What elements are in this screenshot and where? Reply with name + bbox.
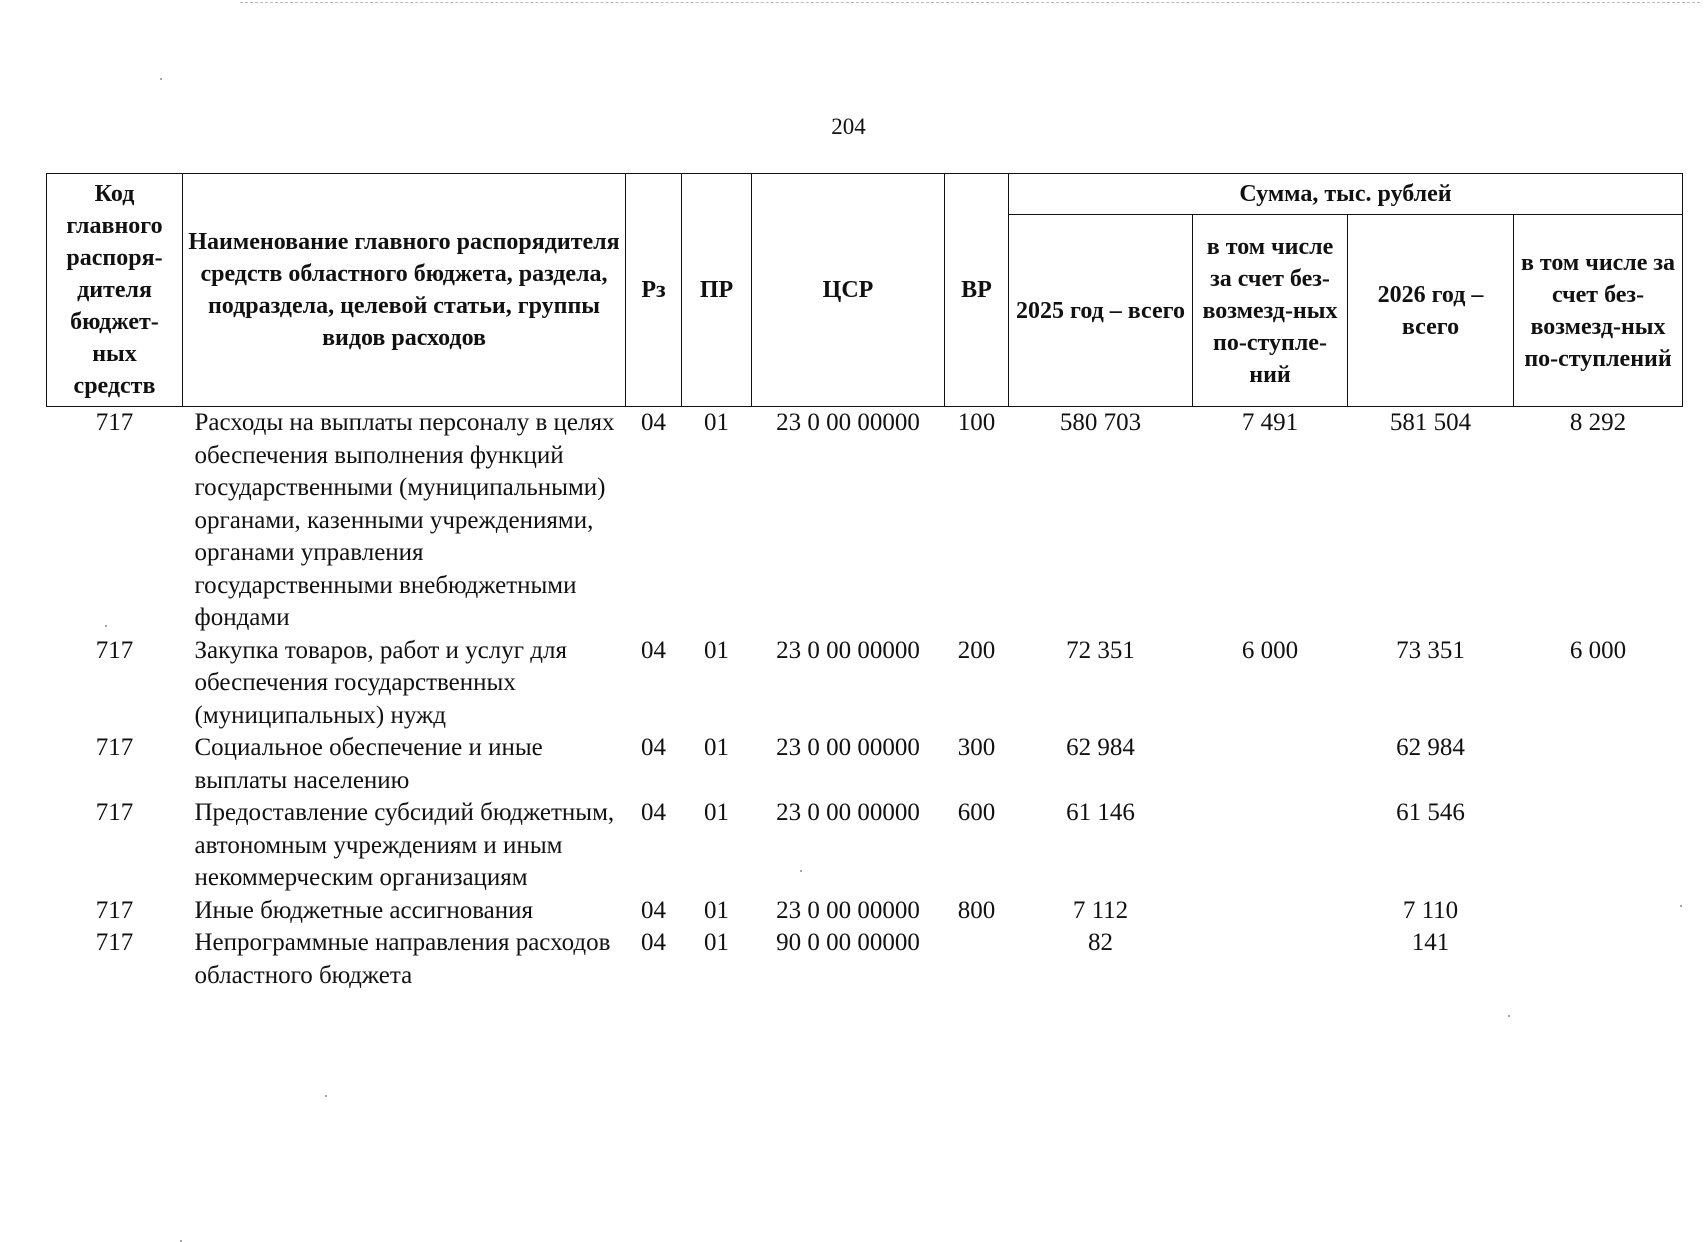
page-number: 204 — [831, 114, 866, 139]
cell-vr — [945, 927, 1009, 992]
header-csr: ЦСР — [752, 174, 945, 407]
scan-edge-line — [240, 2, 1700, 3]
cell-code: 717 — [95, 799, 134, 826]
cell-2025-gratuitous: 6 000 — [1241, 636, 1299, 664]
table-row — [47, 635, 1683, 733]
table-row — [47, 407, 1683, 635]
cell-2026-total: 73 351 — [1396, 636, 1465, 664]
table-body — [47, 407, 1683, 993]
cell-csr: 23 0 00 00000 — [776, 896, 920, 924]
cell-pr: 01 — [704, 409, 729, 436]
cell-pr: 01 — [704, 734, 729, 761]
cell-csr: 23 0 00 00000 — [776, 409, 920, 436]
cell-name: Расходы на выплаты персоналу в целях обеспечения выполнения функций государственными (муниципальными) органами, казенными учреждениями, органами управления государственными внебюджетными фондами — [194, 409, 615, 631]
cell-2026-gratuitous — [1514, 732, 1683, 797]
header-code: Код главного распоря-дителя бюджет-ных средств — [47, 174, 183, 407]
header-vr: ВР — [945, 174, 1009, 407]
header-name: Наименование главного распорядителя средств областного бюджета, раздела, подраздела, целевой статьи, группы видов расходов — [183, 174, 626, 407]
cell-rz: 04 — [641, 799, 666, 826]
cell-2026-total: 141 — [1411, 929, 1450, 956]
cell-csr: 23 0 00 00000 — [776, 734, 920, 761]
cell-vr: 200 — [957, 636, 996, 664]
cell-2025-total: 62 984 — [1066, 734, 1135, 761]
cell-rz: 04 — [641, 929, 666, 956]
cell-2026-total: 62 984 — [1396, 734, 1465, 761]
cell-2026-gratuitous: 8 292 — [1569, 409, 1627, 436]
cell-2026-gratuitous — [1514, 895, 1683, 928]
cell-code: 717 — [95, 409, 134, 436]
table-row — [47, 895, 1683, 928]
header-2026-total: 2026 год – всего — [1348, 215, 1514, 407]
cell-code: 717 — [95, 734, 134, 761]
cell-2026-total: 61 546 — [1396, 799, 1465, 826]
cell-csr: 23 0 00 00000 — [776, 636, 920, 664]
cell-2025-total: 82 — [1088, 929, 1113, 956]
cell-code: 717 — [95, 929, 134, 956]
cell-pr: 01 — [704, 929, 729, 956]
cell-name: Предоставление субсидий бюджетным, автономным учреждениям и иным некоммерческим организациям — [194, 799, 615, 891]
cell-2025-gratuitous — [1193, 732, 1348, 797]
cell-2025-total: 61 146 — [1066, 799, 1135, 826]
cell-vr: 600 — [957, 799, 996, 826]
cell-vr: 300 — [957, 734, 996, 761]
cell-2025-gratuitous — [1193, 895, 1348, 928]
cell-rz: 04 — [641, 409, 666, 436]
budget-table — [46, 173, 1683, 992]
cell-rz: 04 — [641, 734, 666, 761]
cell-code: 717 — [95, 636, 134, 664]
cell-pr: 01 — [704, 896, 729, 924]
cell-2026-gratuitous — [1514, 927, 1683, 992]
cell-2025-total: 580 703 — [1059, 409, 1142, 436]
cell-vr: 100 — [957, 409, 996, 436]
cell-pr: 01 — [704, 636, 729, 664]
header-2026-gratuitous: в том числе за счет без-возмезд-ных по-ступлений — [1514, 215, 1683, 407]
table-row — [47, 927, 1683, 992]
cell-code: 717 — [95, 896, 134, 924]
cell-name: Непрограммные направления расходов областного бюджета — [194, 929, 611, 989]
header-2025-total: 2025 год – всего — [1009, 215, 1193, 407]
cell-rz: 04 — [641, 896, 666, 924]
cell-vr: 800 — [957, 896, 996, 924]
cell-2025-gratuitous — [1193, 927, 1348, 992]
cell-2026-total: 581 504 — [1389, 409, 1472, 436]
cell-2025-gratuitous: 7 491 — [1241, 409, 1299, 436]
cell-csr: 90 0 00 00000 — [776, 929, 920, 956]
cell-2025-gratuitous — [1193, 797, 1348, 895]
table-row — [47, 797, 1683, 895]
cell-name: Закупка товаров, работ и услуг для обеспечения государственных (муниципальных) нужд — [194, 636, 567, 729]
cell-2026-gratuitous: 6 000 — [1569, 636, 1627, 664]
table-header — [47, 174, 1683, 407]
header-sum-group: Сумма, тыс. рублей — [1009, 174, 1683, 215]
cell-name: Иные бюджетные ассигнования — [194, 896, 534, 924]
cell-name: Социальное обеспечение и иные выплаты населению — [194, 734, 543, 794]
cell-2025-total: 7 112 — [1072, 896, 1129, 924]
cell-2026-total: 7 110 — [1402, 896, 1459, 924]
cell-2026-gratuitous — [1514, 797, 1683, 895]
cell-pr: 01 — [704, 799, 729, 826]
cell-2025-total: 72 351 — [1066, 636, 1135, 664]
header-pr: ПР — [682, 174, 752, 407]
header-rz: Рз — [626, 174, 682, 407]
table-row — [47, 732, 1683, 797]
cell-csr: 23 0 00 00000 — [776, 799, 920, 826]
header-2025-gratuitous: в том числе за счет без-возмезд-ных по-ступле-ний — [1193, 215, 1348, 407]
cell-rz: 04 — [641, 636, 666, 664]
